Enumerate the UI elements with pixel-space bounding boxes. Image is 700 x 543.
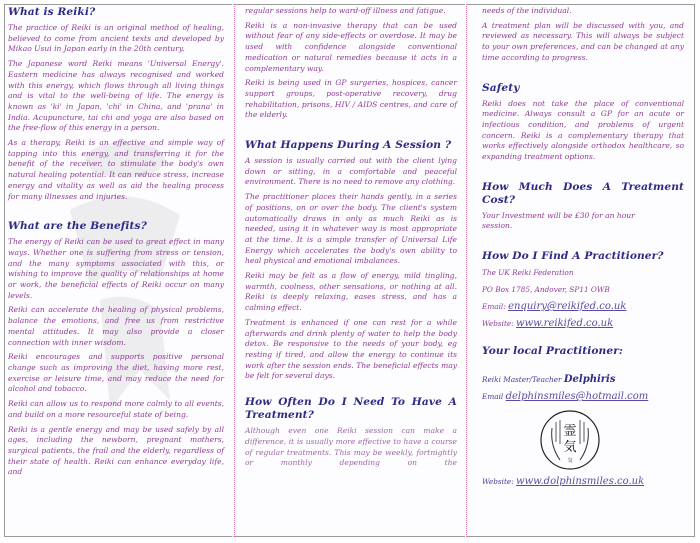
paragraph: Reiki is a gentle energy and may be used safely by all ages, including the newborn, pregnant mothers, surgical patients, the frail and the elderly, regardless of their state of health. Reiki can enhance everyday life, and bbox=[8, 424, 224, 477]
paragraph: A treatment plan will be discussed with you, and reviewed as necessary. This will always be subject to your own preferences, and can be changed at any time according to progress. bbox=[482, 20, 684, 62]
org-email-link[interactable]: enquiry@reikifed.co.uk bbox=[508, 301, 627, 313]
paragraph: The Japanese word Reiki means 'Universal Energy'. Eastern medicine has always recognised and worked with this energy, which flows through all living things and is vital to the well-being of life. The energy is known as 'ki' in Japan, 'chi' in China, and 'prana' in India. Acupuncture, tai chi and yoga are also based on the free-flow of this energy in a person. bbox=[8, 59, 224, 133]
paragraph: Treatment is enhanced if one can rest for a while afterwards and drink plenty of water to help the body detox. Be responsive to the needs of your body, eg resting if tired, and allow the energy to continue its work after the session ends. The beneficial effects may be felt for several days. bbox=[245, 317, 457, 381]
org-website-row bbox=[482, 318, 684, 329]
section-heading-benefits: What are the Benefits? bbox=[8, 220, 147, 233]
email-label: Email bbox=[482, 392, 504, 402]
email-label: Email: bbox=[482, 302, 506, 312]
section-heading-find-practitioner: How Do I Find A Practitioner? bbox=[482, 250, 664, 263]
practitioner-name: Delphiris bbox=[563, 374, 616, 386]
right-column bbox=[482, 6, 684, 493]
svg-text:気: 気 bbox=[563, 440, 577, 456]
svg-text:気: 気 bbox=[567, 458, 573, 465]
paragraph: The practitioner places their hands gently, in a series of positions, on or over the body. The client's system automatically draws in only as much Reiki as is needed, using it in whatever way is most appropriate at the time. It is a simple transfer of Universal Life Energy which accelerates the body's own ability to heal physical and emotional imbalances. bbox=[245, 192, 457, 266]
section-heading-what-is-reiki: What is Reiki? bbox=[8, 6, 96, 18]
paragraph: needs of the individual. bbox=[482, 6, 572, 15]
org-name: The UK Reiki Federation bbox=[482, 268, 574, 278]
org-address: PO Box 1785, Andover, SP11 OWB bbox=[482, 285, 610, 295]
section-heading-safety: Safety bbox=[482, 81, 520, 94]
paragraph: The practice of Reiki is an original method of healing, believed to come from ancient texts and developed by Mikao Usui in Japan early in the 20th century. bbox=[8, 23, 224, 54]
paragraph: As a therapy, Reiki is an effective and simple way of tapping into this energy, and transferring it for the benefit of the receiver, to stimulate the body's own natural healing potential. It can reduce stress, increase energy and vitality as well as aid the healing process for many illnesses and injuries. bbox=[8, 138, 224, 201]
section-heading-session: What Happens During A Session ? bbox=[245, 139, 452, 152]
left-column bbox=[8, 6, 224, 482]
paragraph: Reiki is being used in GP surgeries, hospices, cancer support groups, post-operative recovery, drug rehabilitation, prisons, HIV / AIDS centres, and care of the elderly. bbox=[245, 78, 457, 120]
org-email-row bbox=[482, 301, 684, 312]
practitioner-email-row bbox=[482, 391, 684, 402]
paragraph: Reiki can accelerate the healing of physical problems, balance the emotions, and free us from restrictive mental attitudes. It may also provide a closer connection with inner wisdom. bbox=[8, 305, 224, 347]
paragraph: Your Investment will be £30 for an hour session. bbox=[482, 210, 635, 231]
practitioner-website-link[interactable]: www.dolphinsmiles.co.uk bbox=[516, 476, 645, 488]
practitioner-email-link[interactable]: delphinsmiles@hotmail.com bbox=[505, 391, 649, 403]
practitioner-row bbox=[482, 374, 684, 385]
paragraph: Reiki is a non-invasive therapy that can be used without fear of any side-effects or overdose. It may be used with confidence alongside conventional medication or natural remedies because it acts in a complementary way. bbox=[245, 20, 457, 73]
practitioner-website-row bbox=[482, 476, 684, 487]
reiki-stamp-icon bbox=[538, 408, 602, 472]
section-heading-local-practitioner: Your local Practitioner: bbox=[482, 345, 623, 358]
paragraph: Reiki can allow us to respond more calmly to all events, and build on a more resourceful state of being. bbox=[8, 399, 224, 419]
paragraph: Although even one Reiki session can make a difference, it is usually more effective to have a course of regular treatments. This may be weekly, fortnightly or monthly depending on the bbox=[245, 426, 457, 468]
paragraph: Reiki may be felt as a flow of energy, mild tingling, warmth, coolness, other sensations, or nothing at all. Reiki is deeply relaxing, eases stress, and has a calming effect. bbox=[245, 271, 457, 313]
svg-text:霊: 霊 bbox=[563, 424, 577, 440]
paragraph: Reiki does not take the place of conventional medicine. Always consult a GP for an acute or infectious condition, and problems of urgent concern. Reiki is a complementary therapy that works effectively alongside orthodox healthcare, so expanding treatment options. bbox=[482, 98, 684, 162]
middle-column bbox=[245, 6, 457, 473]
section-heading-cost: How Much Does A Treatment Cost? bbox=[482, 180, 684, 206]
paragraph: Reiki encourages and supports positive personal change such as improving the diet, having more rest, exercise or leisure time, and may reduce the need for alcohol and tobacco. bbox=[8, 352, 224, 394]
paragraph: A session is usually carried out with the client lying down or sitting, in a comfortable and peaceful environment. There is no need to remove any clothing. bbox=[245, 156, 457, 187]
role-label: Reiki Master/Teacher bbox=[482, 375, 562, 385]
section-heading-how-often: How Often Do I Need To Have A Treatment? bbox=[245, 396, 457, 422]
paragraph: The energy of Reiki can be used to great effect in many ways. Whether one is suffering from stress or tension, and the many symptoms associated with this, or wishing to improve the quality of relationships at home or work, the beneficial effects of Reiki occur on many levels. bbox=[8, 237, 224, 300]
website-label: Website: bbox=[482, 477, 514, 487]
org-website-link[interactable]: www.reikifed.co.uk bbox=[516, 318, 614, 330]
website-label: Website: bbox=[482, 319, 514, 329]
fold-line bbox=[234, 4, 235, 537]
paragraph: regular sessions help to ward-off illness and fatigue. bbox=[245, 6, 446, 15]
fold-line bbox=[466, 4, 467, 537]
